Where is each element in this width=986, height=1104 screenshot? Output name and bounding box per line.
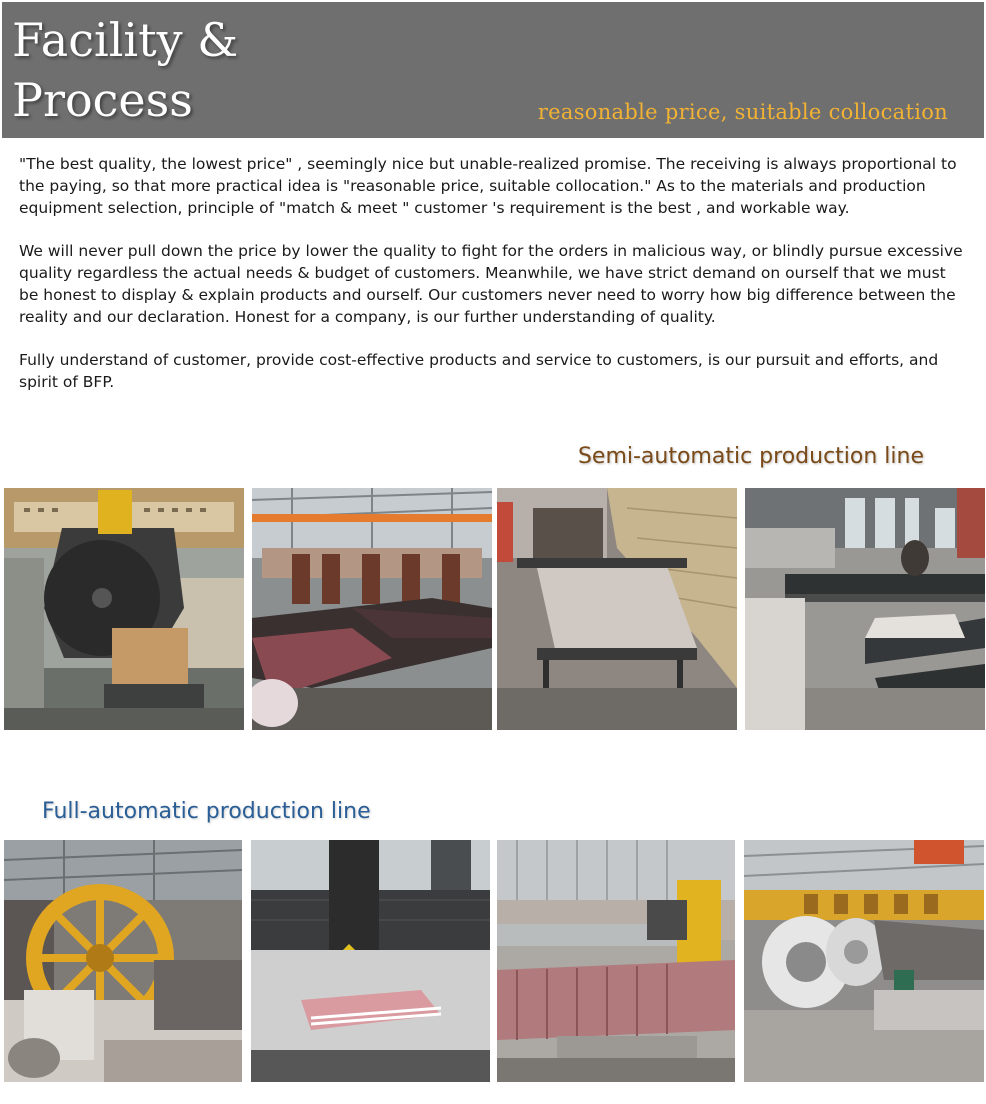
page-title-line1: Facility & [12, 13, 239, 67]
page-title [12, 10, 238, 130]
semi-automatic-photo-row [0, 488, 986, 730]
photo-wire-saw-wheel [4, 840, 242, 1082]
paragraph-pursuit: Fully understand of customer, provide cost-effective products and service to customers, is our pursuit and efforts, and spirit of BFP. [19, 351, 939, 391]
paragraph-honesty: We will never pull down the price by lower the quality to fight for the orders in malicious way, or blindly pursue excessive quality regardless the actual needs & budget of customers. Meanwhile, we have strict demand on ourself that we must be honest to display & explain products and ourself. Our customers never need to worry how big difference between the reality and our declaration. Honest for a company, is our further understanding of quality. [19, 242, 963, 326]
photo-automatic-polishing-machine [744, 840, 984, 1082]
photo-cnc-cutting-head [251, 840, 490, 1082]
semi-automatic-section-title: Semi-automatic production line [577, 444, 924, 469]
full-automatic-section-title: Full-automatic production line [42, 799, 371, 824]
page-title-line2: Process [12, 73, 193, 127]
photo-block-saw [4, 488, 244, 730]
intro-text [19, 154, 969, 416]
paragraph-quality-price: "The best quality, the lowest price" , seemingly nice but unable-realized promise. The receiving is always proportional to the paying, so that more practical idea is "reasonable price, suitable collocation." As to the materials and production equipment selection, principle of "match & meet " customer 's requirement is the best , and workable way. [19, 155, 957, 217]
photo-multi-head-polishing-line [252, 488, 492, 730]
photo-workshop-slabs [745, 488, 985, 730]
full-automatic-photo-row [0, 840, 986, 1082]
photo-bridge-cutting-slab [497, 488, 737, 730]
photo-bridge-saw-yellow [497, 840, 735, 1082]
header-banner [2, 2, 984, 138]
tagline: reasonable price, suitable collocation [537, 100, 948, 124]
